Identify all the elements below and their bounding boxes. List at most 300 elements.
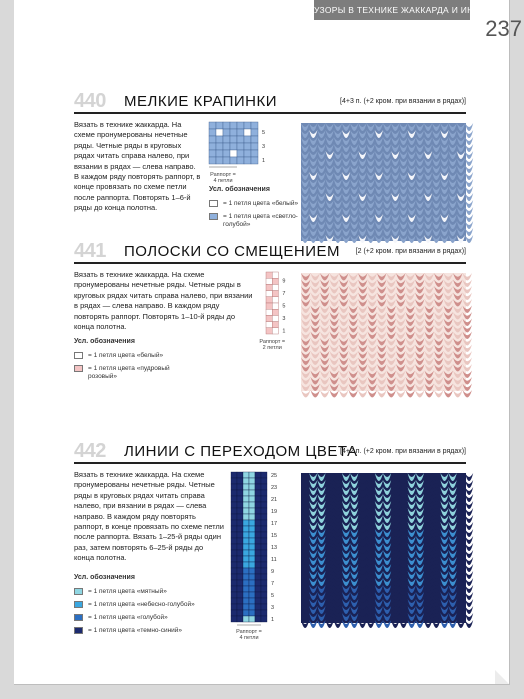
legend-item-pink bbox=[74, 365, 174, 381]
light-blue-swatch bbox=[209, 213, 218, 220]
chart-cell bbox=[266, 315, 272, 321]
chart-cell bbox=[249, 496, 255, 502]
chart-cell bbox=[272, 278, 278, 284]
pink-stitch bbox=[406, 390, 416, 398]
chart-cell bbox=[261, 496, 267, 502]
stitch-repeat: [4+3 п. (+2 кром. при вязании в рядах)] bbox=[340, 98, 466, 105]
chart-cell bbox=[255, 532, 261, 538]
chart-cell bbox=[249, 550, 255, 556]
chart-cell bbox=[230, 143, 237, 150]
navy-swatch bbox=[74, 627, 83, 634]
white-swatch bbox=[209, 200, 218, 207]
chart-cell bbox=[261, 538, 267, 544]
legend-item-mint bbox=[74, 588, 224, 596]
row-number: 5 bbox=[262, 130, 266, 136]
chart-cell bbox=[249, 568, 255, 574]
knitting-chart bbox=[259, 272, 296, 356]
pattern-instructions: Вязать в технике жаккарда. На схеме пронумерованы нечетные ряды. Четные ряды в круговых рядах читать справа налево, при вязании в рядах — слева направо. В каждом ряду повторять раппорт. Повторять 1–10-й ряды до конца полотна. bbox=[74, 270, 253, 332]
chart-cell bbox=[244, 122, 251, 129]
chart-cell bbox=[231, 556, 237, 562]
legend-label: = 1 петля цвета «пудровый розовый» bbox=[88, 365, 170, 380]
navy-stitch bbox=[465, 606, 473, 614]
chart-cell bbox=[255, 568, 261, 574]
navy-stitch bbox=[465, 599, 473, 607]
chart-cell bbox=[249, 604, 255, 610]
chart-cell bbox=[237, 538, 243, 544]
chart-cell bbox=[249, 472, 255, 478]
chart-cell bbox=[249, 586, 255, 592]
chart-cell bbox=[255, 502, 261, 508]
row-number: 19 bbox=[271, 509, 278, 515]
chart-cell bbox=[255, 538, 261, 544]
section-rule bbox=[74, 112, 466, 114]
swatch-photo-442 bbox=[301, 473, 466, 623]
knit-stitch bbox=[465, 207, 473, 215]
chart-cell bbox=[223, 129, 230, 136]
chart-cell bbox=[243, 532, 249, 538]
chart-cell bbox=[249, 508, 255, 514]
chart-cell bbox=[244, 136, 251, 143]
mint-swatch bbox=[74, 588, 83, 595]
legend-label: = 1 петля цвета «белый» bbox=[223, 200, 299, 207]
chart-cell bbox=[251, 136, 258, 143]
chart-cell bbox=[255, 544, 261, 550]
chart-cell bbox=[249, 556, 255, 562]
navy-stitch bbox=[465, 515, 473, 523]
chart-cell bbox=[231, 568, 237, 574]
chart-grid-440 bbox=[209, 122, 279, 184]
chart-cell bbox=[266, 303, 272, 309]
chart-cell bbox=[249, 574, 255, 580]
chart-cell bbox=[255, 478, 261, 484]
legend-item-navy bbox=[74, 627, 224, 635]
chart-cell bbox=[237, 122, 244, 129]
chart-cell bbox=[255, 508, 261, 514]
chart-cell bbox=[216, 157, 223, 164]
chart-cell bbox=[249, 616, 255, 622]
knit-stitch bbox=[465, 228, 473, 236]
row-number: 1 bbox=[262, 158, 266, 164]
chart-cell bbox=[272, 315, 278, 321]
navy-stitch bbox=[465, 620, 473, 628]
chart-cell bbox=[243, 526, 249, 532]
chart-cell bbox=[243, 556, 249, 562]
chart-cell bbox=[272, 291, 278, 297]
chart-cell bbox=[243, 538, 249, 544]
stitch-repeat: [4+2 п. (+2 кром. при вязании в рядах)] bbox=[340, 448, 466, 455]
chart-cell bbox=[237, 478, 243, 484]
pattern-instructions: Вязать в технике жаккарда. На схеме пронумерованы нечетные ряды. Четные ряды в круговых рядах читать справа налево, при вязании в рядах — слева направо. В каждом ряду повторять раппорт, в конце провязать по схеме петли после раппорта. Повторять 1–6-й ряды до конца полотна. bbox=[74, 120, 201, 213]
white-swatch bbox=[74, 352, 83, 359]
chart-cell bbox=[255, 574, 261, 580]
navy-stitch bbox=[465, 529, 473, 537]
light-stitch bbox=[434, 390, 444, 398]
light-stitch bbox=[453, 390, 463, 398]
chart-cell bbox=[231, 526, 237, 532]
chart-cell bbox=[272, 284, 278, 290]
chart-cell bbox=[230, 129, 237, 136]
chart-cell bbox=[261, 502, 267, 508]
pattern-instructions: Вязать в технике жаккарда. На схеме пронумерованы нечетные ряды. Четные ряды в круговых рядах читать справа налево, при вязании в рядах — слева направо. В каждом ряду повторять раппорт, в конце провязать по схеме петли после раппорта. Вязать 1–25-й ряды один раз, затем повторять 6–25-й ряды до конца полотна. bbox=[74, 470, 224, 563]
chart-cell bbox=[231, 532, 237, 538]
chart-cell bbox=[244, 143, 251, 150]
pink-stitch bbox=[330, 390, 340, 398]
chart-cell bbox=[243, 544, 249, 550]
chart-cell bbox=[261, 586, 267, 592]
chart-cell bbox=[216, 136, 223, 143]
chart-cell bbox=[243, 568, 249, 574]
light-stitch bbox=[377, 390, 387, 398]
chart-cell bbox=[243, 520, 249, 526]
chart-cell bbox=[255, 496, 261, 502]
row-number: 3 bbox=[271, 605, 275, 611]
row-number: 3 bbox=[282, 315, 286, 322]
navy-stitch bbox=[465, 550, 473, 558]
chart-cell bbox=[243, 616, 249, 622]
chart-cell bbox=[243, 586, 249, 592]
chart-cell bbox=[237, 129, 244, 136]
running-header: УЗОРЫ В ТЕХНИКЕ ЖАККАРДА И ИНТАРСИИ bbox=[314, 0, 470, 20]
chart-cell bbox=[255, 586, 261, 592]
chart-cell bbox=[237, 502, 243, 508]
chart-cell bbox=[243, 514, 249, 520]
chart-cell bbox=[231, 544, 237, 550]
chart-cell bbox=[243, 484, 249, 490]
chart-cell bbox=[261, 550, 267, 556]
chart-cell bbox=[209, 143, 216, 150]
legend-label: = 1 петля цвета «белый» bbox=[88, 352, 164, 359]
legend-item-light-blue bbox=[209, 213, 299, 229]
knit-stitch bbox=[465, 137, 473, 145]
row-number: 25 bbox=[271, 473, 278, 479]
chart-cell bbox=[251, 143, 258, 150]
knit-stitch bbox=[465, 200, 473, 208]
row-number: 5 bbox=[282, 303, 286, 310]
legend-label: = 1 петля цвета «темно-синий» bbox=[88, 627, 183, 634]
chart-cell bbox=[243, 604, 249, 610]
chart-cell bbox=[243, 550, 249, 556]
knitting-chart bbox=[231, 472, 293, 647]
chart-cell bbox=[231, 592, 237, 598]
chart-cell bbox=[272, 322, 278, 328]
chart-cell bbox=[237, 562, 243, 568]
chart-cell bbox=[255, 562, 261, 568]
legend-label: = 1 петля цвета «голубой» bbox=[88, 614, 168, 621]
chart-cell bbox=[209, 157, 216, 164]
pink-stitch bbox=[425, 390, 435, 398]
knit-stitch bbox=[465, 193, 473, 201]
chart-cell bbox=[261, 610, 267, 616]
book-page bbox=[14, 0, 522, 685]
legend-title: Усл. обозначения bbox=[209, 186, 270, 193]
chart-cell bbox=[266, 291, 272, 297]
chart-cell bbox=[216, 129, 223, 136]
chart-cell bbox=[209, 129, 216, 136]
light-stitch bbox=[358, 390, 368, 398]
chart-cell bbox=[255, 550, 261, 556]
chart-cell bbox=[243, 562, 249, 568]
row-number: 17 bbox=[271, 521, 278, 527]
chart-cell bbox=[231, 616, 237, 622]
navy-stitch bbox=[465, 613, 473, 621]
chart-cell bbox=[237, 550, 243, 556]
chart-cell bbox=[272, 303, 278, 309]
chart-cell bbox=[249, 484, 255, 490]
chart-cell bbox=[261, 580, 267, 586]
chart-cell bbox=[244, 150, 251, 157]
chart-cell bbox=[231, 490, 237, 496]
chart-cell bbox=[237, 496, 243, 502]
navy-stitch bbox=[465, 487, 473, 495]
knit-stitch bbox=[465, 123, 473, 131]
knit-stitch bbox=[465, 179, 473, 187]
chart-cell bbox=[249, 592, 255, 598]
chart-grid-441 bbox=[259, 272, 296, 356]
repeat-label: Раппорт = bbox=[210, 172, 236, 178]
chart-cell bbox=[231, 586, 237, 592]
chart-cell bbox=[237, 150, 244, 157]
row-number: 5 bbox=[271, 593, 275, 599]
chart-cell bbox=[237, 556, 243, 562]
chart-cell bbox=[231, 478, 237, 484]
knit-texture-442 bbox=[301, 473, 466, 623]
chart-cell bbox=[243, 598, 249, 604]
chart-cell bbox=[237, 484, 243, 490]
chart-cell bbox=[231, 496, 237, 502]
navy-stitch bbox=[465, 564, 473, 572]
knit-stitch bbox=[465, 165, 473, 173]
knitting-chart bbox=[209, 122, 279, 184]
chart-cell bbox=[231, 574, 237, 580]
knit-stitch bbox=[465, 235, 473, 243]
chart-cell bbox=[243, 592, 249, 598]
chart-cell bbox=[255, 598, 261, 604]
legend-item-white bbox=[74, 352, 174, 360]
chart-cell bbox=[255, 592, 261, 598]
chart-cell bbox=[244, 129, 251, 136]
pattern-title: ПОЛОСКИ СО СМЕЩЕНИЕМ bbox=[124, 243, 340, 260]
pattern-title: МЕЛКИЕ КРАПИНКИ bbox=[124, 93, 278, 110]
chart-cell bbox=[223, 122, 230, 129]
chart-cell bbox=[231, 520, 237, 526]
chart-cell bbox=[249, 580, 255, 586]
chart-cell bbox=[249, 520, 255, 526]
pink-stitch bbox=[311, 390, 321, 398]
page-corner bbox=[495, 670, 509, 684]
chart-cell bbox=[249, 544, 255, 550]
light-stitch bbox=[396, 390, 406, 398]
chart-cell bbox=[261, 592, 267, 598]
pattern-section-442 bbox=[74, 440, 466, 641]
chart-cell bbox=[237, 514, 243, 520]
chart-cell bbox=[237, 568, 243, 574]
pattern-title: ЛИНИИ С ПЕРЕХОДОМ ЦВЕТА bbox=[124, 443, 358, 460]
chart-cell bbox=[272, 309, 278, 315]
chart-cell bbox=[243, 490, 249, 496]
section-header bbox=[74, 240, 466, 262]
chart-cell bbox=[231, 562, 237, 568]
row-number: 3 bbox=[262, 144, 266, 150]
chart-cell bbox=[237, 143, 244, 150]
navy-stitch bbox=[465, 480, 473, 488]
light-stitch bbox=[415, 390, 425, 398]
chart-cell bbox=[231, 598, 237, 604]
navy-stitch bbox=[465, 508, 473, 516]
chart-cell bbox=[237, 616, 243, 622]
chart-cell bbox=[266, 284, 272, 290]
navy-stitch bbox=[465, 578, 473, 586]
chart-cell bbox=[255, 604, 261, 610]
pink-swatch bbox=[74, 365, 83, 372]
chart-cell bbox=[249, 532, 255, 538]
chart-cell bbox=[243, 496, 249, 502]
legend-label: = 1 петля цвета «светло-голубой» bbox=[223, 213, 298, 228]
chart-cell bbox=[237, 520, 243, 526]
chart-cell bbox=[243, 574, 249, 580]
chart-cell bbox=[237, 592, 243, 598]
legend bbox=[74, 574, 224, 640]
chart-cell bbox=[249, 514, 255, 520]
chart-cell bbox=[230, 150, 237, 157]
legend-title: Усл. обозначения bbox=[74, 574, 135, 581]
navy-stitch bbox=[465, 473, 473, 481]
navy-stitch bbox=[465, 585, 473, 593]
row-number: 1 bbox=[282, 328, 286, 335]
chart-cell bbox=[237, 472, 243, 478]
pink-stitch bbox=[463, 390, 473, 398]
navy-stitch bbox=[465, 522, 473, 530]
navy-stitch bbox=[465, 536, 473, 544]
pink-stitch bbox=[368, 390, 378, 398]
row-number: 7 bbox=[271, 581, 275, 587]
section-rule bbox=[74, 462, 466, 464]
chart-cell bbox=[216, 150, 223, 157]
chart-cell bbox=[251, 150, 258, 157]
legend-item-blue bbox=[74, 614, 224, 622]
chart-cell bbox=[261, 544, 267, 550]
knit-stitch bbox=[465, 151, 473, 159]
chart-cell bbox=[237, 544, 243, 550]
chart-cell bbox=[243, 580, 249, 586]
knit-stitch bbox=[465, 144, 473, 152]
chart-cell bbox=[249, 526, 255, 532]
chart-cell bbox=[255, 490, 261, 496]
pink-stitch bbox=[349, 390, 359, 398]
chart-cell bbox=[261, 490, 267, 496]
chart-cell bbox=[231, 604, 237, 610]
navy-stitch bbox=[465, 501, 473, 509]
section-rule bbox=[74, 262, 466, 264]
chart-cell bbox=[223, 157, 230, 164]
pattern-section-440 bbox=[74, 90, 466, 228]
chart-cell bbox=[261, 472, 267, 478]
chart-cell bbox=[231, 508, 237, 514]
repeat-label: Раппорт = bbox=[236, 629, 262, 635]
chart-cell bbox=[261, 568, 267, 574]
chart-cell bbox=[223, 143, 230, 150]
legend-label: = 1 петля цвета «мятный» bbox=[88, 588, 167, 595]
chart-cell bbox=[237, 157, 244, 164]
chart-cell bbox=[255, 556, 261, 562]
chart-cell bbox=[251, 122, 258, 129]
chart-cell bbox=[223, 136, 230, 143]
chart-cell bbox=[255, 520, 261, 526]
chart-cell bbox=[261, 520, 267, 526]
row-number: 1 bbox=[271, 617, 275, 623]
row-number: 21 bbox=[271, 497, 278, 503]
chart-cell bbox=[231, 484, 237, 490]
chart-cell bbox=[237, 586, 243, 592]
pattern-number: 440 bbox=[74, 90, 106, 112]
chart-cell bbox=[237, 610, 243, 616]
chart-cell bbox=[261, 562, 267, 568]
row-number: 11 bbox=[271, 557, 277, 563]
chart-cell bbox=[272, 297, 278, 303]
legend bbox=[74, 338, 174, 386]
chart-cell bbox=[249, 502, 255, 508]
chart-cell bbox=[231, 580, 237, 586]
sky-blue-swatch bbox=[74, 601, 83, 608]
chart-cell bbox=[230, 122, 237, 129]
chart-cell bbox=[266, 309, 272, 315]
chart-cell bbox=[216, 143, 223, 150]
stitch-repeat: [2 (+2 кром. при вязании в рядах)] bbox=[355, 248, 466, 255]
chart-cell bbox=[231, 502, 237, 508]
light-stitch bbox=[320, 390, 330, 398]
chart-cell bbox=[231, 514, 237, 520]
chart-cell bbox=[272, 328, 278, 334]
chart-cell bbox=[216, 122, 223, 129]
row-number: 15 bbox=[271, 533, 278, 539]
knit-stitch bbox=[465, 172, 473, 180]
repeat-label: 4 петли bbox=[239, 635, 259, 641]
pink-stitch bbox=[444, 390, 454, 398]
chart-cell bbox=[255, 580, 261, 586]
chart-cell bbox=[266, 272, 272, 278]
chart-cell bbox=[237, 532, 243, 538]
knit-stitch bbox=[465, 214, 473, 222]
legend-item-sky-blue bbox=[74, 601, 224, 609]
row-number: 13 bbox=[271, 545, 278, 551]
chart-grid-442 bbox=[231, 472, 293, 647]
chart-cell bbox=[266, 297, 272, 303]
chart-cell bbox=[255, 526, 261, 532]
chart-cell bbox=[251, 157, 258, 164]
chart-cell bbox=[261, 556, 267, 562]
legend-item-white bbox=[209, 200, 299, 208]
chart-cell bbox=[261, 616, 267, 622]
navy-stitch bbox=[465, 557, 473, 565]
page-number: 237 bbox=[485, 16, 522, 41]
knit-texture-440 bbox=[301, 123, 466, 241]
chart-cell bbox=[231, 472, 237, 478]
chart-cell bbox=[266, 278, 272, 284]
chart-cell bbox=[244, 157, 251, 164]
navy-stitch bbox=[465, 494, 473, 502]
chart-cell bbox=[255, 514, 261, 520]
chart-cell bbox=[237, 508, 243, 514]
legend bbox=[209, 186, 299, 234]
chart-cell bbox=[237, 574, 243, 580]
chart-cell bbox=[249, 562, 255, 568]
chart-cell bbox=[261, 478, 267, 484]
chart-cell bbox=[261, 532, 267, 538]
chart-cell bbox=[249, 478, 255, 484]
knit-texture-441 bbox=[301, 273, 466, 391]
chart-cell bbox=[249, 538, 255, 544]
chart-cell bbox=[237, 490, 243, 496]
navy-stitch bbox=[465, 592, 473, 600]
